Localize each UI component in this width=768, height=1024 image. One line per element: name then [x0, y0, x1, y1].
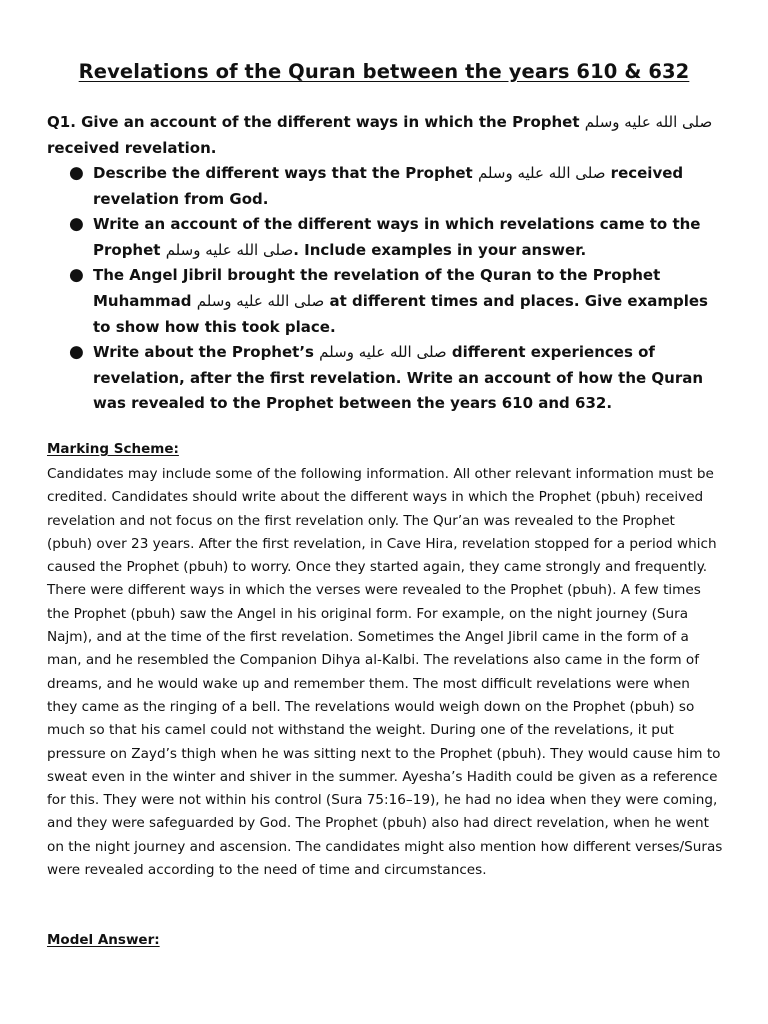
list-item — [47, 340, 727, 417]
bullet-text-before: The Angel Jibril brought the revelation of the Quran to the Prophet Muhammad — [93, 266, 661, 310]
bullet-arabic-honorific: صلى الله عليه وسلم — [477, 164, 606, 182]
bullet-text-before: Describe the different ways that the Prophet — [93, 164, 478, 182]
question-arabic-honorific: صلى الله عليه وسلم — [584, 113, 713, 131]
question-prefix: Q1. Give an account of the different ways in which the Prophet — [47, 113, 585, 131]
bullet-text-after: . Include examples in your answer. — [293, 240, 587, 259]
bullet-text-after: at different times and places. Give examples to show how this took place. — [93, 291, 708, 336]
bullet-icon: ● — [69, 214, 84, 235]
list-item — [47, 161, 727, 212]
question-bullet-list — [47, 161, 727, 417]
bullet-arabic-honorific: صلى الله عليه وسلم — [196, 291, 325, 310]
bullet-arabic-honorific: صلى الله عليه وسلم — [319, 343, 447, 362]
bullet-icon: ● — [69, 342, 84, 363]
bullet-icon: ● — [69, 265, 84, 286]
question-suffix: received revelation. — [47, 138, 217, 157]
bullet-text-after: received revelation from God. — [93, 164, 684, 208]
bullet-arabic-honorific: صلى الله عليه وسلم — [165, 240, 294, 259]
document-title: Revelations of the Quran between the years 610 & 632 — [78, 60, 690, 83]
bullet-icon: ● — [69, 163, 84, 183]
marking-scheme-paragraph: Candidates may include some of the following information. All other relevant information must be credited. Candidates should write about the different ways in which the Prophet (pbuh) received revelation and not focus on the first revelation only. The Qur’an was revealed to the Prophet (pbuh) over 23 years. After the first revelation, in Cave Hira, revelation stopped for a period which caused the Prophet (pbuh) to worry. Once they started again, they came strongly and frequently. There were different ways in which the verses were revealed to the Prophet (pbuh). A few times the Prophet (pbuh) saw the Angel in his original form. For example, on the night journey (Sura Najm), and at the time of the first revelation. Sometimes the Angel Jibril came in the form of a man, and he resembled the Companion Dihya al-Kalbi. The revelations also came in the form of dreams, and he would wake up and remember them. The most difficult revelations were when they came as the ringing of a bell. The revelations would weigh down on the Prophet (pbuh) so much so that his camel could not withstand the weight. During one of the revelations, it put pressure on Zayd’s thigh when he was sitting next to the Prophet (pbuh). They would cause him to sweat even in the winter and shiver in the summer. Ayesha’s Hadith could be given as a reference for this. They were not within his control (Sura 75:16–19), he had no idea when they were coming, and they were safeguarded by God. The Prophet (pbuh) also had direct revelation, when he went on the night journey and ascension. The candidates might also mention how different verses/Suras were revealed according to the need of time and circumstances. — [47, 466, 723, 879]
list-item — [47, 212, 727, 263]
list-item — [47, 263, 727, 340]
model-answer-heading: Model Answer: — [47, 932, 160, 948]
bullet-text-before: Write about the Prophet’s — [93, 343, 320, 362]
bullet-text-before: Write an account of the different ways in which revelations came to the Prophet — [93, 215, 701, 259]
bullet-text-after: different experiences of revelation, after the first revelation. Write an account of how the Quran was revealed to the Prophet between the years 610 and 632. — [93, 343, 704, 413]
question-text — [47, 110, 727, 161]
marking-scheme-heading: Marking Scheme: — [47, 441, 179, 457]
